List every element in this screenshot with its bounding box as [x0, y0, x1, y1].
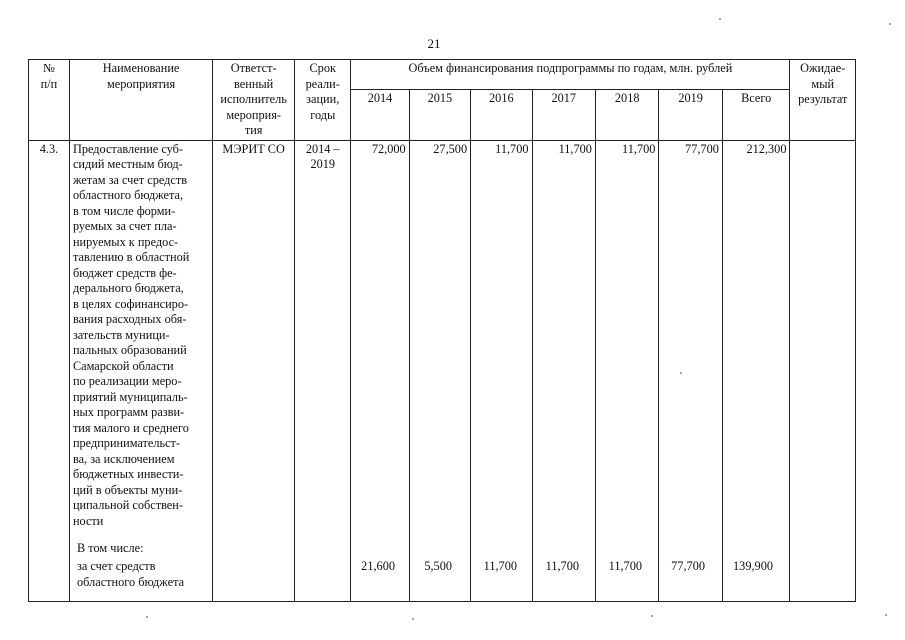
description-line: зательств муници- [72, 327, 170, 342]
header-num: № п/п [29, 60, 70, 141]
description-line: Самарской области [72, 358, 174, 373]
row-num: 4.3. [29, 140, 70, 601]
subrow-value-2018: 11,700 [608, 559, 642, 573]
row-value-total: 212,300 [722, 140, 790, 601]
description-line: предпринимательст- [72, 436, 181, 450]
subrow-value-2014: 21,600 [361, 559, 395, 573]
scan-speck [651, 615, 653, 617]
subrow-value-2017: 11,700 [545, 559, 579, 573]
header-year: 2015 [409, 89, 470, 140]
description-line: Предоставление суб- [72, 141, 183, 156]
funding-table [28, 59, 856, 602]
subrow-value-total: 139,900 [733, 559, 773, 573]
subrow-value-2019: 77,700 [671, 559, 705, 573]
description-line: ва, за исключением [72, 451, 175, 466]
row-description [69, 140, 212, 601]
description-line: областного бюджета, [72, 188, 184, 202]
header-name: Наименование мероприятия [69, 60, 212, 141]
header-total: Всего [722, 89, 790, 140]
table-row [29, 140, 856, 601]
description-line: по реализации меро- [72, 374, 182, 388]
description-line: руемых за счет пла- [72, 219, 177, 233]
row-value-2016: 11,700 [471, 140, 532, 601]
row-result [790, 140, 856, 601]
page-number: 21 [427, 36, 441, 51]
description-line: бюджет средств фе- [72, 265, 177, 280]
description-line: ципальной собствен- [72, 498, 183, 512]
scan-speck [889, 23, 891, 25]
description-line: ности [72, 513, 104, 528]
subrow-label-regional-budget: за счет средств областного бюджета [77, 559, 185, 589]
scan-speck [885, 614, 887, 616]
description-line: ций в объекты муни- [72, 482, 183, 497]
row-value-2018: 11,700 [595, 140, 658, 601]
description-line: сидий местным бюд- [72, 157, 183, 171]
header-year: 2019 [659, 89, 722, 140]
header-executor: Ответст- венный исполнитель мероприя- тия [213, 60, 295, 141]
scan-speck [680, 372, 682, 374]
description-line: тия малого и среднего [72, 420, 189, 435]
subrow-label-including: В том числе: [77, 541, 144, 555]
header-result: Ожидае- мый результат [790, 60, 856, 141]
description-line: бюджетных инвести- [72, 467, 184, 481]
description-line: нируемых к предос- [72, 234, 179, 249]
row-value-2014: 72,000 [351, 140, 409, 601]
header-year: 2014 [351, 89, 409, 140]
row-value-2017: 11,700 [532, 140, 595, 601]
row-term: 2014 – 2019 [295, 140, 351, 601]
description-line: ных программ разви- [72, 405, 185, 419]
row-value-2019: 77,700 [659, 140, 722, 601]
header-year: 2017 [532, 89, 595, 140]
scan-speck [412, 618, 414, 620]
scan-speck [146, 616, 148, 618]
description-line: в целях софинансиро- [72, 296, 189, 311]
description-line: в том числе форми- [72, 203, 176, 218]
description-line: пальных образований [72, 343, 187, 357]
subrow-value-2016: 11,700 [483, 559, 517, 573]
description-line: жетам за счет средств [72, 172, 188, 187]
description-line: приятий муниципаль- [72, 389, 188, 404]
scan-speck [719, 18, 721, 20]
row-value-2015: 27,500 [409, 140, 470, 601]
description-line: вания расходных обя- [72, 312, 187, 326]
description-line: тавлению в областной [72, 250, 190, 264]
header-term: Срок реали- зации, годы [295, 60, 351, 141]
header-year: 2018 [595, 89, 658, 140]
header-funding: Объем финансирования подпрограммы по годам, млн. рублей [351, 60, 790, 90]
header-year: 2016 [471, 89, 532, 140]
description-line: дерального бюджета, [72, 281, 184, 295]
row-executor: МЭРИТ СО [213, 140, 295, 601]
subrow-value-2015: 5,500 [424, 559, 452, 573]
